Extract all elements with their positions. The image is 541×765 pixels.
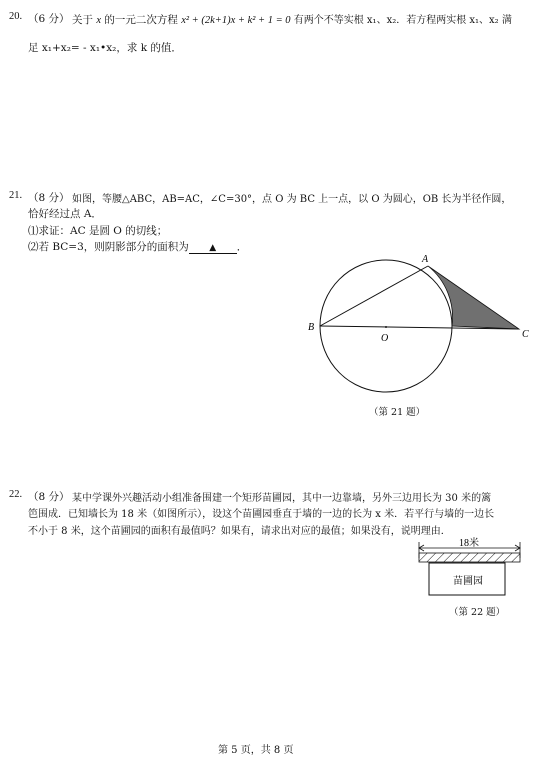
triangle-icon: ▲ — [209, 243, 217, 253]
segment-ba — [320, 266, 428, 326]
q21-figure — [300, 250, 540, 425]
q22-figure — [410, 536, 530, 604]
q20-text-b: 的一元二次方程 — [101, 14, 182, 26]
label-o: O — [381, 333, 389, 344]
q21-part2 — [28, 239, 247, 254]
center-dot — [385, 326, 387, 328]
label-a: A — [422, 254, 429, 265]
garden-label: 苗圃园 — [453, 576, 483, 587]
q20-text-a: 关于 — [72, 14, 97, 26]
q22-line3: 不小于 8 米，这个苗圃园的面积有最值吗？如果有，请求出对应的最值；如果没有，说明理由． — [28, 526, 451, 537]
wall-length-label: 18米 — [459, 538, 479, 549]
q20-line2: 足 x₁+x₂= - x₁•x₂，求 k 的值． — [28, 42, 182, 54]
q22-caption: （第 22 题） — [449, 607, 506, 618]
q21-line1: 如图，等腰△ABC，AB=AC，∠C=30°，点 O 为 BC 上一点，以 O 为圆心，OB 长为半径作圆， — [72, 194, 512, 205]
q22-score: （8 分） — [28, 491, 70, 503]
q21-answer-blank[interactable] — [189, 242, 237, 254]
label-b: B — [308, 322, 315, 333]
q20-number: 20. — [9, 11, 23, 22]
q20-equation: x² + (2k+1)x + k² + 1 = 0 — [181, 15, 291, 26]
page-footer: 第 5 页，共 8 页 — [218, 745, 294, 756]
q21-part2-prefix: ⑵若 BC=3，则阴影部分的面积为 — [28, 241, 189, 253]
q20-line1 — [72, 11, 512, 27]
label-c: C — [522, 329, 529, 340]
q21-line2: 恰好经过点 A． — [28, 208, 102, 220]
q21-number: 21. — [9, 190, 23, 201]
q20-score: （6 分） — [28, 13, 70, 25]
q22-line1: 某中学课外兴趣活动小组准备围建一个矩形苗圃园，其中一边靠墙，另外三边用长为 30 米的篱 — [72, 493, 492, 504]
wall — [419, 553, 520, 562]
q20-var-x: x — [96, 15, 102, 26]
q20-text-c: 有两个不等实根 x₁、x₂．若方程两实根 x₁、x₂ 满 — [290, 15, 512, 26]
q21-part2-suffix: ． — [236, 241, 248, 253]
q21-score: （8 分） — [28, 192, 70, 204]
q22-line2: 笆围成．已知墙长为 18 米（如图所示），设这个苗圃园垂直于墙的一边的长为 x 米．若平行与墙的一边长 — [28, 509, 495, 520]
q22-number: 22. — [9, 489, 23, 500]
q21-part1: ⑴求证：AC 是圆 O 的切线； — [28, 225, 168, 237]
shaded-region — [428, 266, 519, 329]
q21-caption: （第 21 题） — [369, 407, 426, 418]
